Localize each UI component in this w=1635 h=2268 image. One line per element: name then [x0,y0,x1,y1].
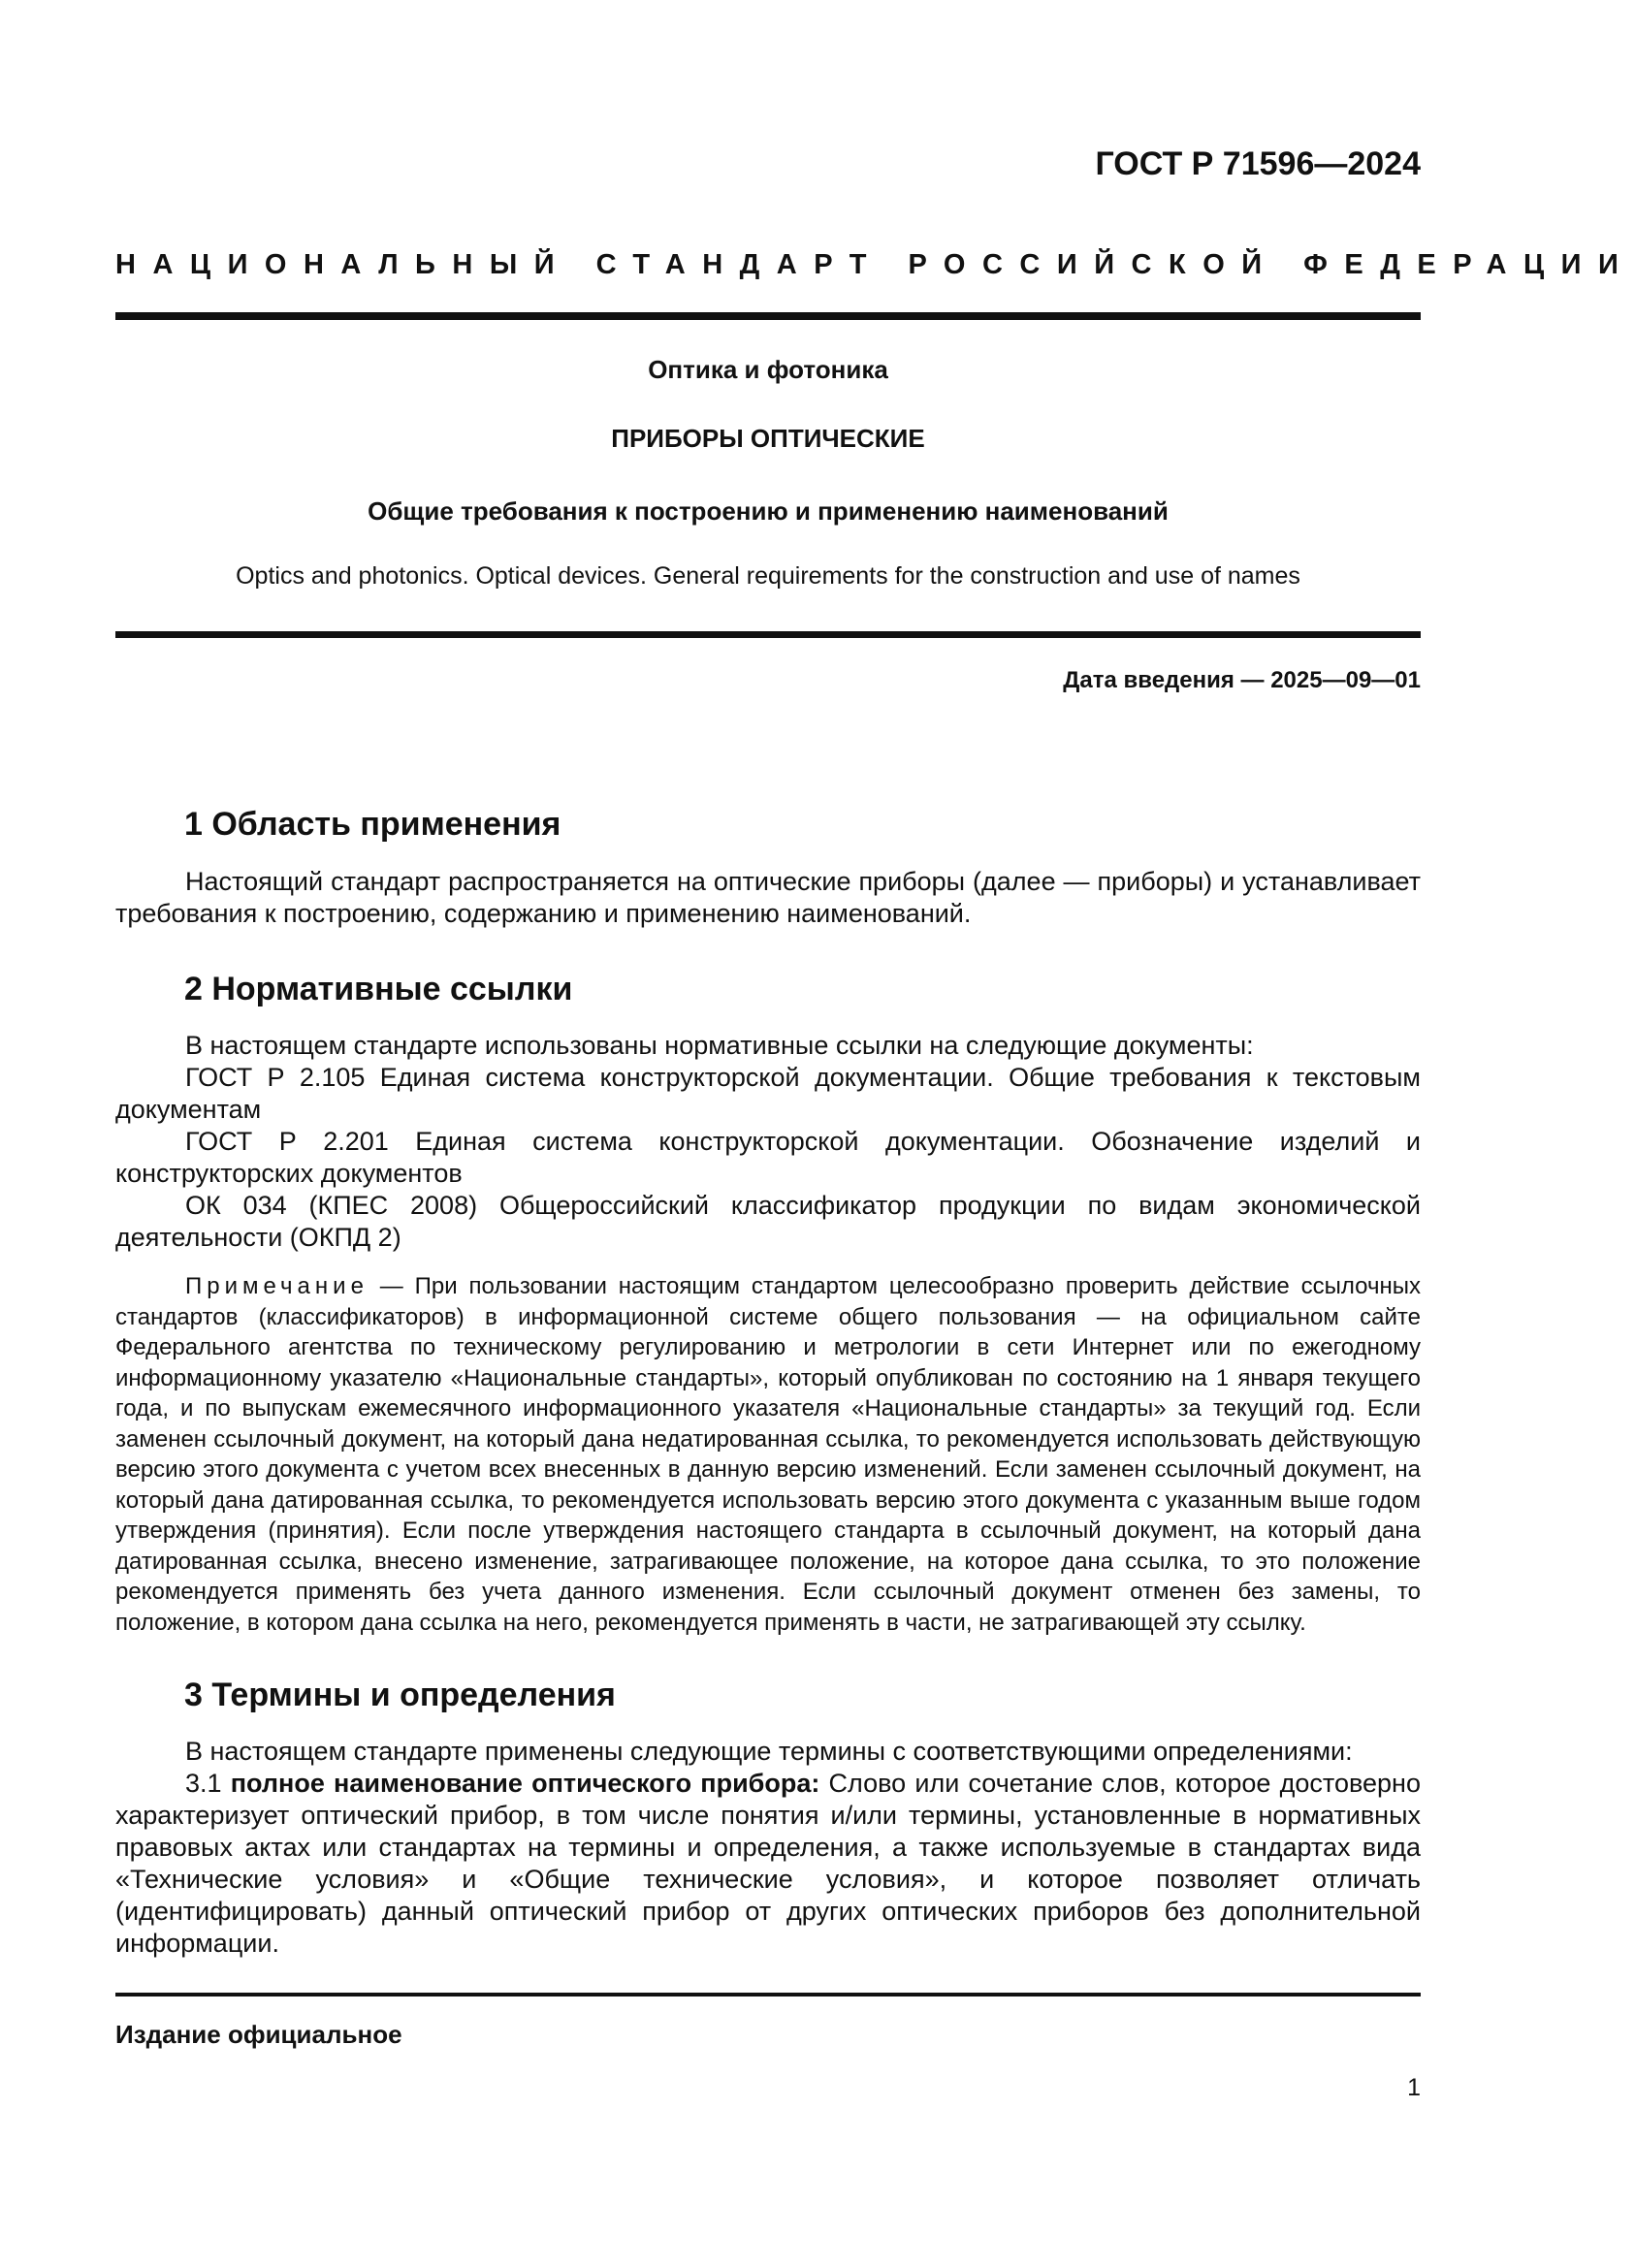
term-3-1 [115,1768,1421,1960]
intro-date: Дата введения — 2025—09—01 [1063,667,1421,693]
section-1-heading: 1 Область применения [184,806,561,843]
section-3-heading: 3 Термины и определения [184,1677,616,1713]
section-2-intro: В настоящем стандарте использованы нормативные ссылки на следующие документы: [185,1031,1254,1060]
national-standard-title: НАЦИОНАЛЬНЫЙ СТАНДАРТ РОССИЙСКОЙ ФЕДЕРАЦИИ [115,249,1635,280]
term-number: 3.1 [185,1769,222,1798]
edition-label: Издание официальное [115,2020,402,2049]
reference-item: ГОСТ Р 2.201 Единая система конструкторской документации. Обозначение изделий и конструкторских документов [115,1127,1421,1188]
page-number: 1 [1407,2074,1421,2101]
note-label: Примечание [185,1273,369,1299]
title-line-3: Общие требования к построению и применению наименований [368,496,1169,526]
english-title: Optics and photonics. Optical devices. General requirements for the construction and use of names [236,562,1300,590]
top-rule [115,312,1421,320]
term-name: полное наименование оптического прибора: [230,1769,820,1798]
title-bottom-rule [115,631,1421,638]
standard-number: ГОСТ Р 71596—2024 [1095,145,1421,182]
note-text: — При пользовании настоящим стандартом целесообразно проверить действие ссылочных стандартов (классификаторов) в информационной системе общего пользования — на официальном сайте Федерального агентства по техническому регулированию и метрологии в сети Интернет или по ежегодному информационному указателю «Национальные стандарты», который опубликован по состоянию на 1 января текущего года, и по выпускам ежемесячного информационного указателя «Национальные стандарты» за текущий год. Если заменен ссылочный документ, на который дана недатированная ссылка, то рекомендуется использовать действующую версию этого документа с учетом всех внесенных в данную версию изменений. Если заменен ссылочный документ, на который дана датированная ссылка, то рекомендуется использовать версию этого документа с указанным выше годом утверждения (принятия). Если после утверждения настоящего стандарта в ссылочный документ, на который дана датированная ссылка, внесено изменение, затрагивающее положение, на которое дана ссылка, то это положение рекомендуется применять без учета данного изменения. Если ссылочный документ отменен без замены, то положение, в котором дана ссылка на него, рекомендуется применять в части, не затрагивающей эту ссылку. [115,1273,1421,1636]
title-line-1: Оптика и фотоника [648,355,888,384]
section-3-intro: В настоящем стандарте применены следующие термины с соответствующими определениями: [185,1737,1353,1766]
note-paragraph [115,1271,1421,1638]
term-definition: Слово или сочетание слов, которое достоверно характеризует оптический прибор, в том числе понятия и/или термины, установленные в нормативных правовых актах или стандартах на термины и определения, а также используемые в стандартах вида «Технические условия» и «Общие технические условия», и которое позволяет отличать (идентифицировать) данный оптический прибор от других оптических приборов без дополнительной информации. [115,1769,1421,1958]
reference-item: ГОСТ Р 2.105 Единая система конструкторской документации. Общие требования к текстовым документам [115,1063,1421,1124]
section-2-heading: 2 Нормативные ссылки [184,971,573,1007]
title-line-2: ПРИБОРЫ ОПТИЧЕСКИЕ [611,424,925,453]
footer-rule [115,1993,1421,1996]
reference-item: ОК 034 (КПЕС 2008) Общероссийский классификатор продукции по видам экономической деятельности (ОКПД 2) [115,1191,1421,1252]
section-1-text: Настоящий стандарт распространяется на оптические приборы (далее — приборы) и устанавливает требования к построению, содержанию и применению наименований. [115,867,1421,928]
